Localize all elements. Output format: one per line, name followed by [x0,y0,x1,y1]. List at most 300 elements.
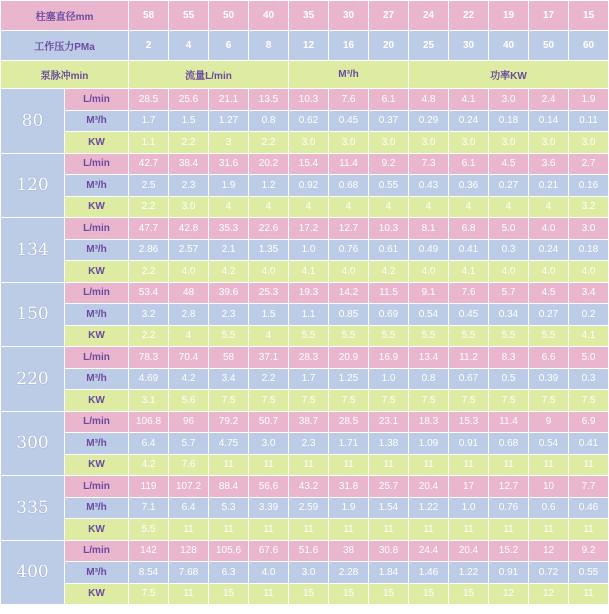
table-row [1,89,609,111]
flow-m3h-cell: 0.76 [489,497,529,519]
flow-m3h-cell: 0.34 [489,304,529,326]
table-row [1,497,609,519]
flow-lmin-cell: 28.5 [129,89,169,111]
flow-lmin-cell: 6.8 [449,218,489,240]
flow-m3h-cell: 0.39 [529,368,569,390]
flow-lmin-cell: 25.6 [169,89,209,111]
flow-lmin-cell: 53.4 [129,282,169,304]
flow-lmin-cell: 7.3 [409,153,449,175]
power-kw-cell: 11 [209,454,249,476]
flow-m3h-cell: 0.46 [569,497,609,519]
flow-m3h-cell: 0.45 [329,110,369,132]
flow-m3h-cell: 1.5 [249,304,289,326]
flow-m3h-cell: 0.5 [489,368,529,390]
flow-lmin-cell: 42.7 [129,153,169,175]
power-kw-cell: 4 [529,196,569,218]
flow-m3h-cell: 2.5 [129,175,169,197]
pressure-cell: 30 [449,31,489,61]
unit-label: M³/h [65,110,129,132]
flow-m3h-cell: 0.24 [529,239,569,261]
flow-lmin-cell: 4.1 [449,89,489,111]
flow-m3h-cell: 0.54 [529,433,569,455]
power-kw-cell: 5.5 [489,325,529,347]
flow-m3h-cell: 0.21 [529,175,569,197]
power-kw-cell: 11 [489,519,529,541]
flow-lmin-cell: 4.8 [409,89,449,111]
power-kw-cell: 3.0 [489,132,529,154]
flow-m3h-cell: 0.69 [369,304,409,326]
flow-lmin-cell: 4.5 [529,282,569,304]
flow-lmin-cell: 10.3 [369,218,409,240]
flow-m3h-cell: 0.43 [409,175,449,197]
power-kw-cell: 5.5 [329,325,369,347]
power-kw-cell: 4 [329,196,369,218]
power-kw-cell: 4.0 [409,261,449,283]
power-kw-cell: 11 [289,454,329,476]
flow-lmin-cell: 88.4 [209,476,249,498]
power-kw-cell: 15 [209,583,249,605]
flow-m3h-cell: 1.22 [409,497,449,519]
power-kw-cell: 11 [169,519,209,541]
diameter-cell: 55 [169,1,209,31]
flow-lmin-cell: 20.4 [449,540,489,562]
power-kw-cell: 4 [369,196,409,218]
table-row [1,196,609,218]
flow-m3h-cell: 4.0 [249,562,289,584]
power-kw-cell: 5.5 [289,325,329,347]
diameter-cell: 50 [209,1,249,31]
flow-lmin-cell: 7.7 [569,476,609,498]
table-row [1,153,609,175]
flow-lmin-cell: 9 [529,411,569,433]
power-kw-cell: 4 [249,196,289,218]
flow-lmin-cell: 18.3 [409,411,449,433]
flow-m3h-cell: 0.36 [449,175,489,197]
power-kw-cell: 7.5 [529,390,569,412]
flow-m3h-cell: 2.3 [169,175,209,197]
power-kw-cell: 4.1 [569,325,609,347]
table-row [1,476,609,498]
flow-lmin-cell: 3.4 [569,282,609,304]
power-kw-cell: 11 [409,454,449,476]
flow-lmin-cell: 67.6 [249,540,289,562]
flow-lmin-cell: 8.1 [409,218,449,240]
flow-lmin-cell: 106.8 [129,411,169,433]
flow-m3h-cell: 0.55 [569,562,609,584]
power-kw-cell: 7.5 [369,390,409,412]
stroke-rate-cell: 400 [1,540,65,605]
pressure-cell: 20 [369,31,409,61]
flow-lmin-cell: 19.3 [289,282,329,304]
flow-m3h-cell: 5.7 [169,433,209,455]
flow-m3h-cell: 0.2 [569,304,609,326]
flow-m3h-cell: 1.09 [409,433,449,455]
power-kw-cell: 4.1 [289,261,329,283]
power-kw-cell: 4 [489,196,529,218]
flow-lmin-cell: 22.6 [249,218,289,240]
power-kw-cell: 5.5 [409,325,449,347]
unit-label: L/min [65,476,129,498]
flow-m3h-cell: 0.3 [489,239,529,261]
flow-m3h-cell: 1.2 [249,175,289,197]
power-kw-cell: 5.5 [209,325,249,347]
flow-lmin-cell: 4.5 [489,153,529,175]
flow-m3h-cell: 0.37 [369,110,409,132]
flow-lmin-cell: 9.1 [409,282,449,304]
table-row [1,325,609,347]
power-kw-cell: 15 [449,583,489,605]
flow-m3h-cell: 0.68 [489,433,529,455]
table-row [1,218,609,240]
flow-m3h-cell: 0.61 [369,239,409,261]
flow-lmin-cell: 9.2 [569,540,609,562]
flow-lmin-cell: 24.4 [409,540,449,562]
power-kw-cell: 2.2 [249,132,289,154]
power-kw-cell: 11 [329,519,369,541]
pressure-cell: 40 [489,31,529,61]
flow-m3h-cell: 1.25 [329,368,369,390]
diameter-cell: 24 [409,1,449,31]
flow-m3h-cell: 0.41 [569,433,609,455]
flow-lmin-cell: 17 [449,476,489,498]
power-kw-cell: 4.0 [169,261,209,283]
power-kw-cell: 15 [409,583,449,605]
flow-lmin-cell: 38.4 [169,153,209,175]
table-row [1,347,609,369]
flow-lmin-cell: 37.1 [249,347,289,369]
power-kw-cell: 3.0 [569,132,609,154]
flow-lmin-cell: 56.6 [249,476,289,498]
power-kw-cell: 4 [289,196,329,218]
section-header-row [1,61,609,89]
power-kw-cell: 11 [329,454,369,476]
flow-lmin-cell: 7.6 [449,282,489,304]
flow-lmin-cell: 128 [169,540,209,562]
power-kw-cell: 11 [569,583,609,605]
flow-lmin-cell: 5.0 [569,347,609,369]
flow-lmin-cell: 38.7 [289,411,329,433]
flow-m3h-cell: 3.0 [289,562,329,584]
flow-m3h-cell: 1.5 [169,110,209,132]
flow-m3h-cell: 3.39 [249,497,289,519]
pressure-label: 工作压力PMa [1,31,129,61]
flow-m3h-cell: 2.28 [329,562,369,584]
flow-lmin-cell: 13.5 [249,89,289,111]
flow-m3h-cell: 4.75 [209,433,249,455]
flow-lmin-cell: 15.4 [289,153,329,175]
power-kw-cell: 4.0 [489,261,529,283]
flow-m3h-cell: 0.14 [529,110,569,132]
strokes-label: 泵脉冲min [1,61,129,89]
flow-m3h-cell: 8.54 [129,562,169,584]
table-row [1,454,609,476]
flow-lmin-cell: 20.2 [249,153,289,175]
flow-m3h-cell: 0.18 [489,110,529,132]
flow-m3h-cell: 0.68 [329,175,369,197]
flow-m3h-cell: 1.54 [369,497,409,519]
flow-lmin-cell: 3.0 [569,218,609,240]
power-kw-cell: 7.5 [289,390,329,412]
flow-lmin-cell: 10 [529,476,569,498]
flow-m3h-cell: 4.2 [169,368,209,390]
diameter-cell: 15 [569,1,609,31]
power-kw-cell: 3.0 [369,132,409,154]
flow-m3h-cell: 0.8 [409,368,449,390]
flow-lmin-cell: 15.3 [449,411,489,433]
power-kw-cell: 11 [249,519,289,541]
flow-lmin-cell: 28.5 [329,411,369,433]
stroke-rate-cell: 300 [1,411,65,476]
power-kw-cell: 7.5 [409,390,449,412]
flow-lmin-cell: 30.8 [369,540,409,562]
power-kw-cell: 15 [289,583,329,605]
flow-lmin-cell: 7.6 [329,89,369,111]
unit-label: L/min [65,282,129,304]
unit-label: KW [65,196,129,218]
unit-label: M³/h [65,368,129,390]
flow-m3h-cell: 0.18 [569,239,609,261]
flow-m3h-cell: 1.84 [369,562,409,584]
power-kw-cell: 12 [529,583,569,605]
power-kw-cell: 2.2 [129,196,169,218]
power-kw-cell: 4 [209,196,249,218]
flow-lmin-cell: 11.2 [449,347,489,369]
flow-m3h-cell: 1.35 [249,239,289,261]
power-kw-cell: 7.6 [169,454,209,476]
power-kw-cell: 3.0 [409,132,449,154]
stroke-rate-cell: 220 [1,347,65,412]
diameter-header-row [1,1,609,31]
table-row [1,562,609,584]
diameter-cell: 27 [369,1,409,31]
flow-lmin-cell: 78.3 [129,347,169,369]
flow-m3h-cell: 1.71 [329,433,369,455]
power-kw-cell: 7.5 [209,390,249,412]
flow-lmin-cell: 47.7 [129,218,169,240]
flow-lmin-cell: 35.3 [209,218,249,240]
flow-m3h-cell: 5.3 [209,497,249,519]
unit-label: M³/h [65,497,129,519]
flow-m3h-cell: 0.54 [409,304,449,326]
unit-label: L/min [65,218,129,240]
flow-m3h-cell: 0.49 [409,239,449,261]
unit-label: L/min [65,540,129,562]
power-kw-cell: 4 [449,196,489,218]
flow-m3h-cell: 0.67 [449,368,489,390]
table-row [1,519,609,541]
flow-m3h-cell: 0.91 [449,433,489,455]
flow-lmin-cell: 17.2 [289,218,329,240]
flow-m3h-cell: 0.6 [529,497,569,519]
unit-label: M³/h [65,562,129,584]
flow-m3h-cell: 2.57 [169,239,209,261]
flow-m3h-cell: 1.1 [289,304,329,326]
power-kw-cell: 4.2 [209,261,249,283]
power-kw-cell: 3.2 [569,196,609,218]
flow-m3h-cell: 0.29 [409,110,449,132]
power-kw-cell: 12 [489,583,529,605]
flow-m3h-cell: 0.45 [449,304,489,326]
flow-lmin-cell: 2.7 [569,153,609,175]
flow-m3h-cell: 0.91 [489,562,529,584]
flow-lmin-cell: 11.4 [489,411,529,433]
flow-lmin-cell: 3.0 [489,89,529,111]
flow-lmin-cell: 6.9 [569,411,609,433]
flow-m3h-cell: 1.22 [449,562,489,584]
unit-label: KW [65,583,129,605]
diameter-cell: 19 [489,1,529,31]
unit-label: M³/h [65,433,129,455]
stroke-rate-cell: 80 [1,89,65,154]
unit-label: L/min [65,411,129,433]
power-kw-cell: 3.1 [129,390,169,412]
flow-m3h-cell: 7.68 [169,562,209,584]
flow-m3h-cell: 6.4 [129,433,169,455]
flow-m3h-cell: 1.0 [449,497,489,519]
flow-m3h-cell: 3.2 [129,304,169,326]
pressure-cell: 8 [249,31,289,61]
flow-label: 流量L/min [129,61,289,89]
flow-lmin-cell: 105.6 [209,540,249,562]
table-row [1,110,609,132]
power-kw-cell: 11 [169,583,209,605]
power-kw-cell: 4.1 [449,261,489,283]
flow-m3h-cell: 2.3 [289,433,329,455]
flow-m3h-cell: 0.92 [289,175,329,197]
power-kw-cell: 7.5 [129,583,169,605]
flow-lmin-cell: 12.7 [489,476,529,498]
flow-lmin-cell: 14.2 [329,282,369,304]
diameter-cell: 40 [249,1,289,31]
flow-m3h-cell: 1.0 [289,239,329,261]
table-row [1,411,609,433]
power-kw-cell: 4.0 [329,261,369,283]
power-kw-cell: 4 [409,196,449,218]
flow-lmin-cell: 6.1 [369,89,409,111]
power-kw-cell: 11 [529,519,569,541]
power-kw-cell: 7.5 [489,390,529,412]
flow-lmin-cell: 70.4 [169,347,209,369]
flow-lmin-cell: 21.1 [209,89,249,111]
unit-label: M³/h [65,239,129,261]
power-kw-cell: 4.0 [249,261,289,283]
table-row [1,390,609,412]
table-row [1,261,609,283]
flow-m3h-cell: 3.0 [249,433,289,455]
flow-m3h-cell: 0.41 [449,239,489,261]
pressure-header-row [1,31,609,61]
power-kw-cell: 7.5 [329,390,369,412]
flow-lmin-cell: 9.2 [369,153,409,175]
flow-lmin-cell: 10.3 [289,89,329,111]
flow-lmin-cell: 15.2 [489,540,529,562]
flow-lmin-cell: 107.2 [169,476,209,498]
power-kw-cell: 11 [249,454,289,476]
flow-lmin-cell: 11.5 [369,282,409,304]
unit-label: KW [65,132,129,154]
pressure-cell: 60 [569,31,609,61]
flow-lmin-cell: 51.6 [289,540,329,562]
flow-lmin-cell: 12.7 [329,218,369,240]
flow-m3h-cell: 6.3 [209,562,249,584]
table-row [1,433,609,455]
unit-label: KW [65,454,129,476]
flow-lmin-cell: 20.9 [329,347,369,369]
flow-lmin-cell: 119 [129,476,169,498]
unit-label: M³/h [65,304,129,326]
flow-lmin-cell: 4.0 [529,218,569,240]
flow-m3h-cell: 2.59 [289,497,329,519]
flow-lmin-cell: 2.4 [529,89,569,111]
power-kw-cell: 4 [249,325,289,347]
flow-lmin-cell: 25.7 [369,476,409,498]
flow-m3h-cell: 1.9 [209,175,249,197]
power-kw-cell: 4.0 [529,261,569,283]
pressure-cell: 12 [289,31,329,61]
unit-label: L/min [65,153,129,175]
flow-lmin-cell: 3.6 [529,153,569,175]
unit-label: L/min [65,89,129,111]
flow-lmin-cell: 96 [169,411,209,433]
flow-lmin-cell: 48 [169,282,209,304]
power-kw-cell: 4.2 [129,454,169,476]
power-kw-cell: 11 [249,583,289,605]
power-kw-cell: 3.0 [289,132,329,154]
flow-m3h-cell: 6.4 [169,497,209,519]
flow-lmin-cell: 58 [209,347,249,369]
stroke-rate-cell: 150 [1,282,65,347]
flow-m3h-cell: 1.46 [409,562,449,584]
flow-m3h-cell: 0.8 [249,110,289,132]
stroke-rate-cell: 134 [1,218,65,283]
table-row [1,175,609,197]
power-kw-cell: 5.5 [449,325,489,347]
table-row [1,368,609,390]
table-row [1,282,609,304]
power-label: 功率KW [409,61,609,89]
power-kw-cell: 11 [529,454,569,476]
flow-lmin-cell: 11.4 [329,153,369,175]
flow-m3h-cell: 0.24 [449,110,489,132]
flow-lmin-cell: 31.8 [329,476,369,498]
flow-lmin-cell: 42.8 [169,218,209,240]
pressure-cell: 25 [409,31,449,61]
power-kw-cell: 11 [409,519,449,541]
power-kw-cell: 2.2 [129,325,169,347]
power-kw-cell: 4.0 [569,261,609,283]
flow-lmin-cell: 6.6 [529,347,569,369]
power-kw-cell: 2.2 [169,132,209,154]
flow-m3h-cell: 0.27 [489,175,529,197]
flow-m3h-cell: 1.7 [289,368,329,390]
diameter-label: 柱塞直径mm [1,1,129,31]
flow-m3h-cell: 3.4 [209,368,249,390]
power-kw-cell: 5.6 [169,390,209,412]
diameter-cell: 35 [289,1,329,31]
stroke-rate-cell: 335 [1,476,65,541]
unit-label: KW [65,261,129,283]
power-kw-cell: 3 [209,132,249,154]
table-row [1,132,609,154]
flow-m3h-cell: 0.3 [569,368,609,390]
flow-m3h-cell: 0.62 [289,110,329,132]
power-kw-cell: 15 [369,583,409,605]
flow-m3-label: M³/h [289,61,409,89]
flow-lmin-cell: 23.1 [369,411,409,433]
table-row [1,239,609,261]
unit-label: KW [65,325,129,347]
diameter-cell: 30 [329,1,369,31]
